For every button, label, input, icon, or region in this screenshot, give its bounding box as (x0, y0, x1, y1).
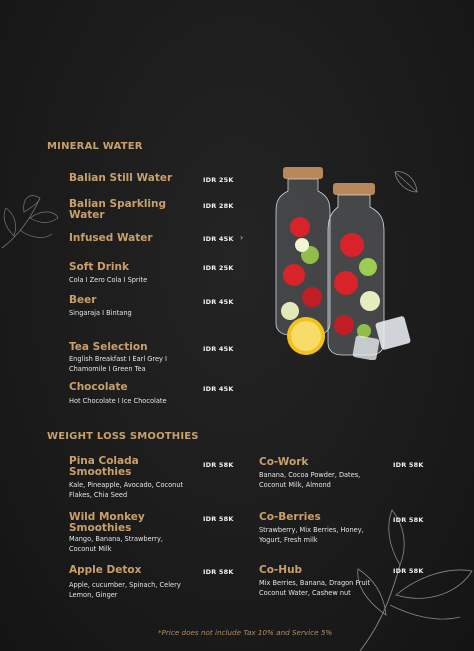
smoothie-price: IDR 58K (393, 461, 424, 469)
smoothie-name: Co-Hub (259, 564, 303, 576)
menu-item-description: English Breakfast I Earl Grey I Chamomile I Green Tea (69, 355, 167, 373)
menu-item-description: Cola I Zero Cola I Sprite (69, 276, 148, 284)
smoothie-description: Strawberry, Mix Berries, Honey, Yogurt, Fresh milk (259, 526, 364, 544)
menu-item-price: IDR 45K (203, 385, 234, 393)
menu-item-name: Beer (69, 294, 97, 306)
menu-item-description: Hot Chocolate I Ice Chocolate (69, 397, 167, 405)
menu-item-price: IDR 45K (203, 298, 234, 306)
smoothie-name: Wild Monkey Smoothies (69, 511, 145, 534)
smoothie-name: Apple Detox (69, 564, 142, 576)
smoothie-description: Apple, cucumber, Spinach, Celery Lemon, Ginger (69, 581, 181, 599)
smoothie-name: Pina Colada Smoothies (69, 455, 139, 478)
smoothie-price: IDR 58K (203, 568, 234, 576)
infused-water-bottles-image (272, 165, 422, 360)
chevron-right-icon: › (240, 233, 244, 242)
menu-item-name: Infused Water (69, 232, 153, 244)
menu-item-price: IDR 45K (203, 235, 234, 243)
menu-item-name: Chocolate (69, 381, 128, 393)
smoothie-description: Mango, Banana, Strawberry, Coconut Milk (69, 535, 163, 553)
menu-item-price: IDR 28K (203, 202, 234, 210)
smoothie-price: IDR 58K (203, 461, 234, 469)
menu-item-price: IDR 45K (203, 345, 234, 353)
smoothie-description: Mix Berries, Banana, Dragon Fruit Coconut Water, Cashew nut (259, 579, 371, 597)
menu-item-name: Tea Selection (69, 341, 148, 353)
menu-item-description: Singaraja I Bintang (69, 309, 132, 317)
smoothie-description: Kale, Pineapple, Avocado, Coconut Flakes, Chia Seed (69, 481, 184, 499)
smoothie-name: Co-Berries (259, 511, 321, 523)
price-footnote: *Price does not include Tax 10% and Service 5% (158, 628, 333, 637)
plant-sketch-bottom-right-icon (350, 505, 474, 651)
smoothie-price: IDR 58K (393, 567, 424, 575)
menu-item-name: Balian Sparkling Water (69, 198, 167, 221)
section-title-weight-loss-smoothies: WEIGHT LOSS SMOOTHIES (47, 431, 199, 442)
menu-item-name: Balian Still Water (69, 172, 173, 184)
menu-item-price: IDR 25K (203, 264, 234, 272)
menu-item-name: Soft Drink (69, 261, 129, 273)
smoothie-price: IDR 58K (203, 515, 234, 523)
section-title-mineral-water: MINERAL WATER (47, 141, 143, 152)
menu-item-price: IDR 25K (203, 176, 234, 184)
smoothie-price: IDR 58K (393, 516, 424, 524)
smoothie-name: Co-Work (259, 456, 309, 468)
leaf-sketch-left-icon (0, 178, 62, 258)
smoothie-description: Banana, Cocoa Powder, Dates, Coconut Milk, Almond (259, 471, 361, 489)
